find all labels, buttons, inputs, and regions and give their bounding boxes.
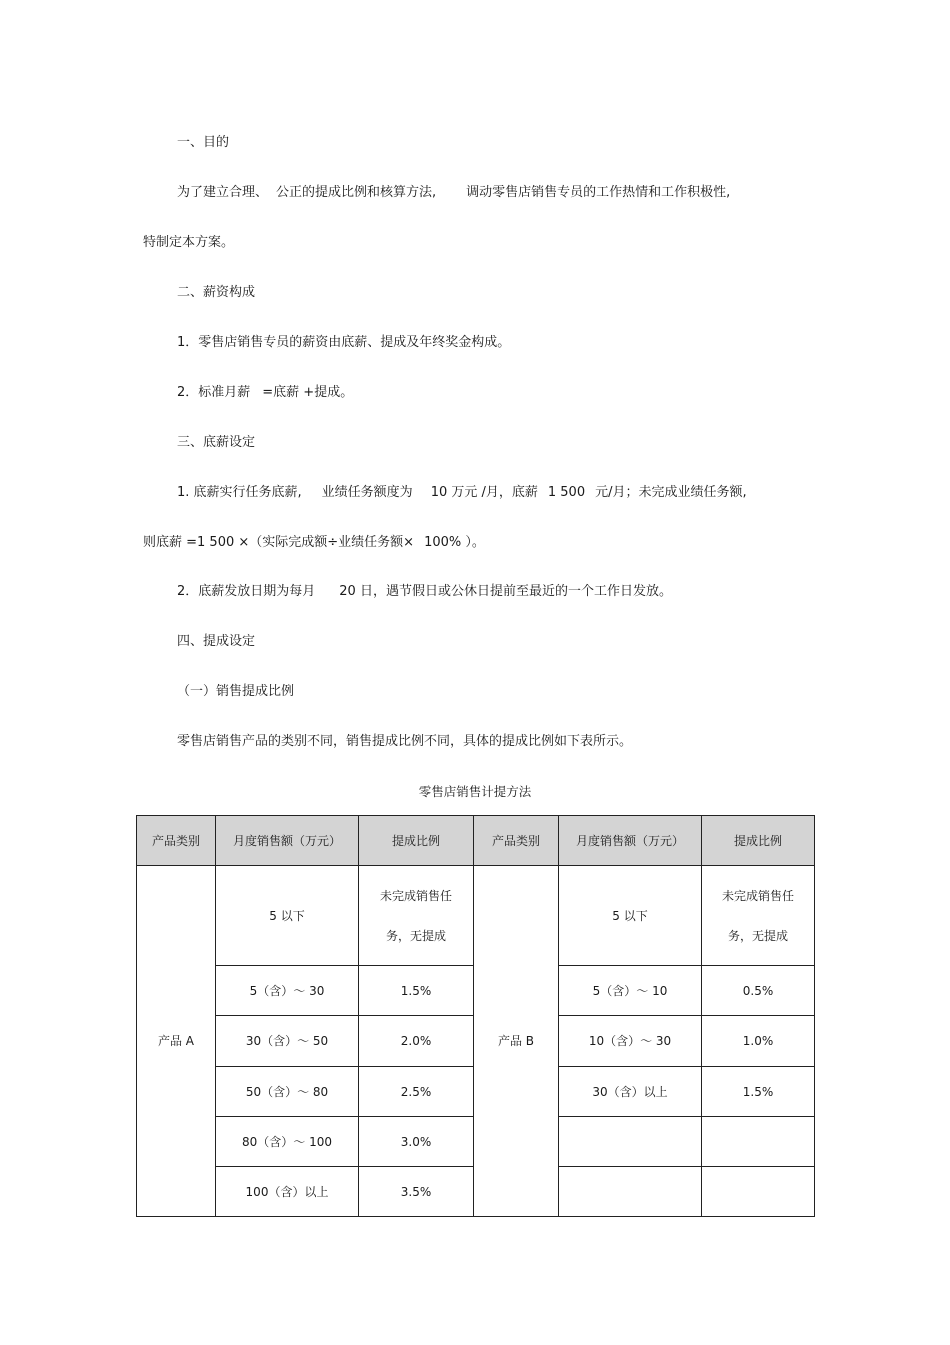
header-cell: 产品类别 [474, 816, 559, 866]
section-1-paragraph-line-1 [177, 185, 730, 201]
text-fragment: 元/月；未完成业绩任务额, [595, 485, 747, 500]
section-4-title: 四、提成设定 [177, 634, 256, 649]
text-fragment: 调动零售店销售专员的工作热情和工作积极性, [466, 185, 731, 200]
range-cell: 30（含）～ 50 [216, 1016, 359, 1067]
product-b-cell: 产品 B [474, 866, 559, 1217]
section-1-paragraph-line-2: 特制定本方案。 [143, 235, 235, 250]
rate-cell: 0.5% [702, 966, 815, 1016]
rate-cell: 1.5% [702, 1067, 815, 1117]
rate-line: 务，无提成 [727, 928, 788, 943]
rate-cell: 3.5% [359, 1167, 474, 1217]
text-fragment: 业绩任务额度为 [321, 485, 413, 500]
range-cell: 5 以下 [559, 866, 702, 966]
range-cell: 50（含）～ 80 [216, 1067, 359, 1117]
section-2-item-1: 1．零售店销售专员的薪资由底薪、提成及年终奖金构成。 [177, 335, 511, 350]
section-4-paragraph: 零售店销售产品的类别不同，销售提成比例不同，具体的提成比例如下表所示。 [177, 734, 633, 749]
range-cell: 30（含）以上 [559, 1067, 702, 1117]
header-cell: 提成比例 [359, 816, 474, 866]
section-4-subtitle: （一）销售提成比例 [177, 684, 295, 699]
empty-cell [702, 1167, 815, 1217]
header-cell: 月度销售额（万元） [559, 816, 702, 866]
empty-cell [702, 1117, 815, 1167]
text-fragment: 1. 底薪实行任务底薪, [177, 485, 302, 500]
range-cell: 5（含）～ 30 [216, 966, 359, 1016]
text-fragment: 20 日，遇节假日或公休日提前至最近的一个工作日发放。 [339, 584, 672, 599]
section-3-item-2 [177, 584, 672, 600]
product-a-cell: 产品 A [137, 866, 216, 1217]
text-fragment: 2．标准月薪 [177, 385, 251, 400]
rate-cell [702, 866, 815, 966]
text-fragment: =底薪 +提成。 [262, 385, 354, 400]
text-fragment: 100% ）。 [424, 535, 485, 550]
header-cell: 产品类别 [137, 816, 216, 866]
table-header-row [137, 816, 815, 866]
text-fragment: 为了建立合理、 [177, 185, 269, 200]
rate-cell: 1.5% [359, 966, 474, 1016]
empty-cell [559, 1167, 702, 1217]
text-fragment: 则底薪 =1 500 ×（实际完成额÷业绩任务额× [143, 535, 415, 550]
commission-table [136, 815, 815, 1217]
header-cell: 提成比例 [702, 816, 815, 866]
rate-cell [359, 866, 474, 966]
text-fragment: 2．底薪发放日期为每月 [177, 584, 316, 599]
section-3-title: 三、底薪设定 [177, 435, 256, 450]
section-3-item-1-line-2 [143, 535, 485, 551]
text-fragment: 公正的提成比例和核算方法, [276, 185, 437, 200]
rate-cell: 2.5% [359, 1067, 474, 1117]
section-3-item-1-line-1 [177, 485, 747, 501]
empty-cell [559, 1117, 702, 1167]
rate-cell: 3.0% [359, 1117, 474, 1167]
text-fragment: 1 500 [547, 485, 586, 500]
range-cell: 5（含）～ 10 [559, 966, 702, 1016]
text-fragment: 10 万元 /月，底薪 [430, 485, 538, 500]
range-cell: 100（含）以上 [216, 1167, 359, 1217]
range-cell: 5 以下 [216, 866, 359, 966]
range-cell: 10（含）～ 30 [559, 1016, 702, 1067]
rate-cell: 1.0% [702, 1016, 815, 1067]
rate-line: 未完成销售任 [721, 888, 794, 903]
section-2-title: 二、薪资构成 [177, 285, 256, 300]
section-1-title: 一、目的 [177, 135, 230, 150]
rate-line: 务，无提成 [385, 928, 446, 943]
table-caption: 零售店销售计提方法 [418, 784, 532, 799]
rate-line: 未完成销售任 [379, 888, 452, 903]
rate-cell: 2.0% [359, 1016, 474, 1067]
table-row [137, 866, 815, 966]
header-cell: 月度销售额（万元） [216, 816, 359, 866]
section-2-item-2 [177, 385, 353, 401]
range-cell: 80（含）～ 100 [216, 1117, 359, 1167]
